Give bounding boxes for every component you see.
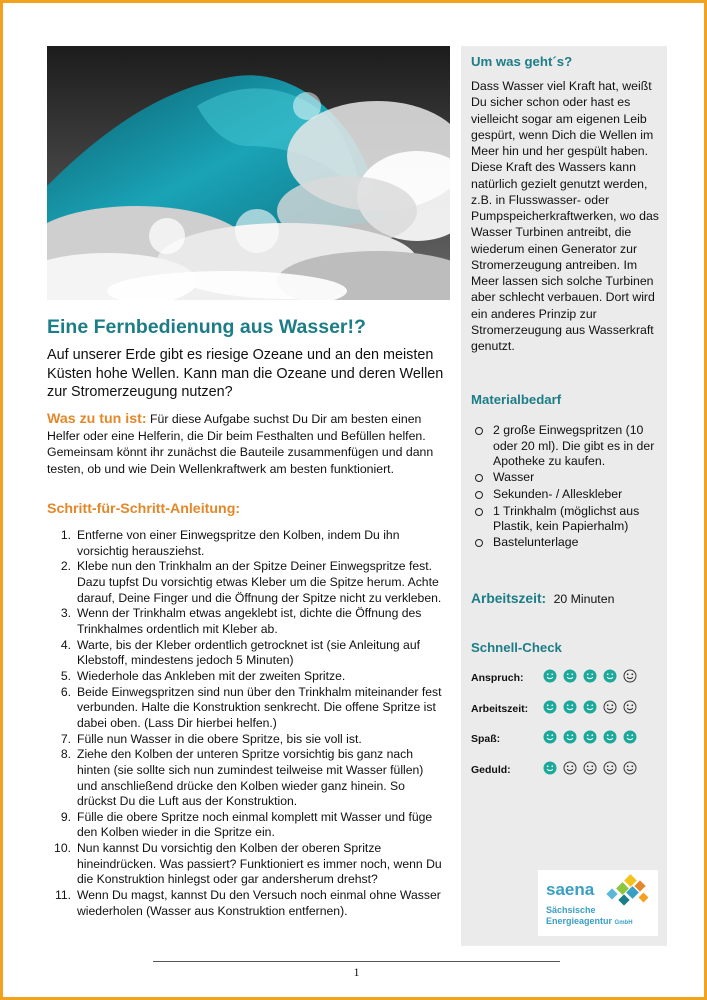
smiley-outline-icon [603, 700, 617, 714]
step-number: 5. [60, 668, 71, 683]
step-text: Wenn der Trinkhalm etwas angeklebt ist, dichte die Öffnung des Trinkhalmes ordentlich mit Kleber ab. [77, 606, 422, 636]
smiley-filled-icon [603, 730, 617, 744]
circle-bullet-icon [475, 487, 493, 504]
smiley-filled-icon [543, 730, 557, 744]
ocean-wave-photo [47, 46, 450, 300]
step-item [47, 747, 443, 810]
worktime-value: 20 Minuten [553, 592, 615, 606]
page-number: 1 [353, 965, 360, 979]
smiley-filled-icon [563, 669, 577, 683]
smiley-filled-icon [583, 730, 597, 744]
step-text: Nun kannst Du vorsichtig den Kolben der oberen Spritze hineindrücken. Was passiert? Funktioniert es immer noch, wenn Du die Konstruktion hinlegst oder gar andersherum drehst? [77, 841, 442, 887]
step-text: Fülle nun Wasser in die obere Spritze, bis sie voll ist. [77, 731, 362, 746]
step-item [47, 810, 443, 841]
step-number: 8. [60, 747, 71, 762]
step-text: Wenn Du magst, kannst Du den Versuch noch einmal ohne Wasser wiederholen (Wasser aus Konstruktion entfernen). [77, 888, 441, 918]
step-number: 10. [54, 841, 71, 856]
circle-bullet-icon [475, 535, 493, 552]
smiley-filled-icon [563, 730, 577, 744]
step-item [47, 841, 443, 888]
smiley-filled-icon [583, 669, 597, 683]
logo-gmbh: GmbH [614, 920, 633, 926]
smiley-outline-icon [583, 761, 597, 775]
step-item [47, 685, 443, 732]
step-item [47, 669, 443, 685]
check-row-geduld [471, 761, 667, 781]
step-text: Klebe nun den Trinkhalm an der Spitze Deiner Einwegspritze fest. Dazu tupfst Du vorsichtig etwas Kleber um die Spitze herum. Achte darauf, Deine Finger und die Öffnung der Spitze nicht zu verkleben. [77, 559, 442, 605]
logo-line-2 [546, 916, 633, 926]
page-title: Eine Fernbedienung aus Wasser!? [47, 316, 366, 338]
material-text: Sekunden- / Alleskleber [493, 486, 623, 501]
logo-mosaic-icon [596, 874, 652, 908]
material-item [475, 504, 665, 535]
material-item [475, 535, 665, 552]
smiley-filled-icon [563, 700, 577, 714]
saena-logo [538, 870, 658, 936]
step-number: 2. [60, 559, 71, 574]
about-heading: Um was geht´s? [471, 54, 573, 69]
step-number: 11. [54, 888, 71, 903]
footer-divider [153, 961, 560, 962]
step-text: Fülle die obere Spritze noch einmal komplett mit Wasser und füge den Kolben wieder in die Spritze ein. [77, 809, 433, 840]
step-item [47, 559, 443, 606]
smiley-rating [543, 700, 643, 719]
step-item [47, 528, 443, 559]
check-row-arbeitszeit [471, 700, 667, 720]
step-number: 6. [60, 684, 71, 699]
circle-bullet-icon [475, 470, 493, 487]
smiley-filled-icon [623, 730, 637, 744]
smiley-outline-icon [623, 669, 637, 683]
task-body: Für diese Aufgabe suchst Du Dir am besten einen Helfer oder eine Helferin, die Dir beim Festhalten und Befüllen helfen. Gemeinsam könnt ihr zunächst die Bauteile zusammenfügen und dann testen, ob und wie Dein Wellenkraftwerk am besten funktioniert. [47, 412, 434, 476]
check-row-spass [471, 730, 667, 750]
worktime-label: Arbeitszeit: [471, 591, 547, 606]
logo-wordmark: saena [546, 880, 595, 899]
materials-list [475, 423, 665, 552]
check-label: Geduld: [471, 764, 511, 776]
steps-heading: Schritt-für-Schritt-Anleitung: [47, 501, 241, 517]
step-text: Warte, bis der Kleber ordentlich getrocknet ist (sie Anleitung auf Klebstoff, mindestens jedoch 5 Minuten) [77, 637, 421, 668]
material-text: Bastelunterlage [493, 534, 579, 549]
info-sidebar [461, 46, 667, 946]
smiley-filled-icon [583, 700, 597, 714]
step-text: Beide Einwegspritzen sind nun über den Trinkhalm miteinander fest verbunden. Halte die Konstruktion senkrecht. Die offene Spritze ist dabei oben. (Lass Dir hierbei helfen.) [77, 684, 442, 730]
step-text: Ziehe den Kolben der unteren Spritze vorsichtig bis ganz nach hinten (sie sollte sich nun zumindest teilweise mit Wasser füllen) und anschließend drücke den Kolben wieder ganz hinein. So drückst Du die Luft aus der Konstruktion. [77, 747, 424, 809]
materials-heading: Materialbedarf [471, 392, 562, 407]
check-label: Spaß: [471, 733, 501, 745]
smiley-filled-icon [543, 700, 557, 714]
steps-list [47, 528, 443, 919]
check-heading: Schnell-Check [471, 640, 562, 655]
material-text: Wasser [493, 470, 535, 485]
worktime [471, 591, 614, 606]
material-text: 1 Trinkhalm (möglichst aus Plastik, kein Papierhalm) [493, 503, 640, 534]
step-item [47, 888, 443, 919]
circle-bullet-icon [475, 423, 493, 470]
check-label: Anspruch: [471, 672, 524, 684]
step-item [47, 638, 443, 669]
smiley-rating [543, 669, 643, 688]
about-text: Dass Wasser viel Kraft hat, weißt Du sicher schon oder hast es vielleicht sogar am eigenen Leib gespürt, wenn Dich die Wellen im Meer hin und her gespült haben. Diese Kraft des Wassers kann natürlich gezielt genutzt werden, z.B. in Flusswasser- oder Pumpspeicherkraftwerken, wo das Wasser Turbinen antreibt, die wiederum einen Generator zur Stromerzeugung antreiben. Im Meer lassen sich solche Turbinen aber schlecht verbauen. Dort wird ein anderes Prinzip zur Stromerzeugung aus Wasserkraft genutzt. [471, 79, 659, 353]
step-number: 1. [60, 528, 71, 542]
step-number: 4. [60, 637, 71, 652]
material-item [475, 423, 665, 470]
smiley-filled-icon [543, 669, 557, 683]
circle-bullet-icon [475, 504, 493, 535]
material-text: 2 große Einwegspritzen (10 oder 20 ml). Die gibt es in der Apotheke zu kaufen. [493, 423, 655, 469]
smiley-outline-icon [623, 700, 637, 714]
material-item [475, 470, 665, 487]
intro-text: Auf unserer Erde gibt es riesige Ozeane und an den meisten Küsten hohe Wellen. Kann man die Ozeane und deren Wellen zur Stromerzeugung nutzen? [47, 347, 444, 400]
logo-line-1: Sächsische [546, 905, 596, 915]
task-lead: Was zu tun ist: [47, 411, 147, 427]
step-text: Wiederhole das Ankleben mit der zweiten Spritze. [77, 668, 346, 683]
step-text: Entferne von einer Einwegspritze den Kolben, indem Du ihn vorsichtig herausziehst. [77, 528, 400, 558]
smiley-outline-icon [563, 761, 577, 775]
step-number: 9. [60, 809, 71, 824]
material-item [475, 487, 665, 504]
check-row-anspruch [471, 669, 667, 689]
step-item [47, 606, 443, 637]
smiley-rating [543, 761, 643, 780]
step-item [47, 732, 443, 748]
step-number: 7. [60, 731, 71, 746]
task-paragraph [47, 411, 447, 477]
check-label: Arbeitszeit: [471, 703, 529, 715]
step-number: 3. [60, 606, 71, 621]
logo-line-2-text: Energieagentur [546, 916, 613, 926]
smiley-filled-icon [543, 761, 557, 775]
smiley-filled-icon [603, 669, 617, 683]
smiley-outline-icon [623, 761, 637, 775]
smiley-outline-icon [603, 761, 617, 775]
smiley-rating [543, 730, 643, 749]
